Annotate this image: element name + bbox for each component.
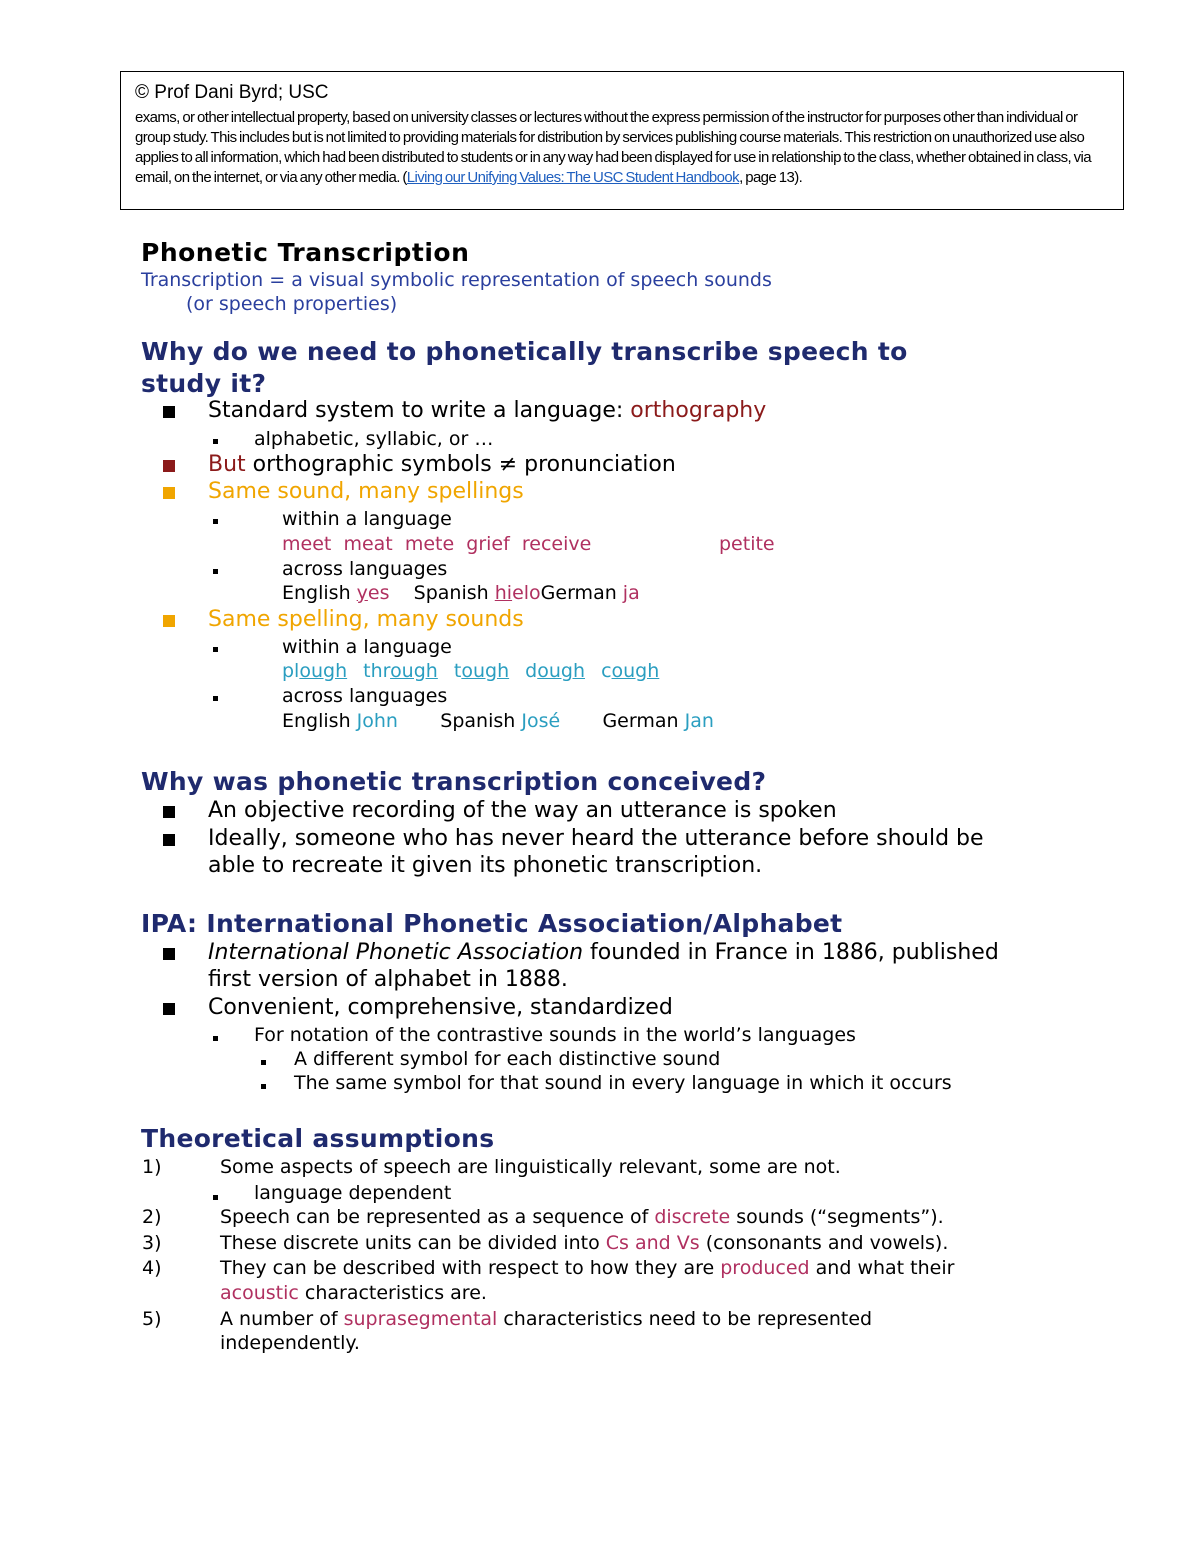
square-bullet-icon xyxy=(163,834,175,846)
assumption-4-cont xyxy=(220,1282,487,1304)
bullet-ipa-founded xyxy=(208,940,999,965)
square-bullet-icon xyxy=(163,460,175,472)
square-bullet-icon xyxy=(163,1003,175,1015)
example-across-languages-spelling xyxy=(282,710,714,732)
highlight-letter: J xyxy=(521,710,527,732)
text: Speech can be represented as a sequence of xyxy=(220,1206,655,1228)
sub-bullet-language-dependent: language dependent xyxy=(254,1182,452,1204)
lang-label: German xyxy=(540,582,623,604)
bullet-same-spelling: Same spelling, many sounds xyxy=(208,607,524,632)
section-heading-why-transcribe-cont: study it? xyxy=(141,369,267,398)
word-prefix: thr xyxy=(363,660,391,682)
bullet-ideally-cont: able to recreate it given its phonetic transcription. xyxy=(208,853,763,878)
small-square-bullet-icon xyxy=(261,1060,266,1065)
text: and what their xyxy=(809,1257,955,1279)
highlight-suprasegmental: suprasegmental xyxy=(343,1308,498,1330)
bullet-but xyxy=(208,452,676,477)
word-rest: elo xyxy=(512,582,541,604)
handbook-link[interactable]: Living our Unifying Values: The USC Student Handbook xyxy=(406,169,740,186)
small-square-bullet-icon xyxy=(213,519,218,524)
small-square-bullet-icon xyxy=(213,1195,218,1200)
copyright-title: © Prof Dani Byrd; USC xyxy=(135,82,329,103)
example-word: grief xyxy=(466,533,510,555)
lang-label: German xyxy=(602,710,685,732)
sub-bullet-alphabetic: alphabetic, syllabic, or … xyxy=(254,428,494,450)
word-rest: an xyxy=(690,710,714,732)
small-square-bullet-icon xyxy=(213,439,218,444)
example-ough-words xyxy=(282,660,659,682)
word-prefix: pl xyxy=(282,660,300,682)
highlight-ough: ough xyxy=(537,660,586,682)
page-title: Phonetic Transcription xyxy=(141,238,470,267)
assumption-5-cont: independently. xyxy=(220,1332,360,1354)
small-square-bullet-icon xyxy=(213,1036,218,1041)
list-number: 5) xyxy=(142,1308,162,1330)
text: (consonants and vowels). xyxy=(699,1232,949,1254)
highlight-letter: J xyxy=(684,710,691,732)
word-rest: osé xyxy=(526,710,561,732)
highlight-letter: y xyxy=(356,582,368,604)
bullet-convenient: Convenient, comprehensive, standardized xyxy=(208,995,673,1020)
bullet-text: orthographic symbols ≠ pronunciation xyxy=(245,452,676,477)
lang-label: English xyxy=(282,582,357,604)
highlight-ough: ough xyxy=(461,660,510,682)
highlight-acoustic: acoustic xyxy=(220,1282,299,1304)
section-heading-assumptions: Theoretical assumptions xyxy=(141,1124,495,1153)
sub-bullet-within-language-2: within a language xyxy=(282,636,452,658)
highlight-produced: produced xyxy=(720,1257,810,1279)
text: characteristics need to be represented xyxy=(497,1308,873,1330)
assumption-2 xyxy=(220,1206,944,1228)
highlight-cs-vs: Cs and Vs xyxy=(605,1232,700,1254)
highlight-ough: ough xyxy=(390,660,438,682)
example-word: mete xyxy=(404,533,455,555)
highlight-but: But xyxy=(208,452,246,477)
bullet-same-sound: Same sound, many spellings xyxy=(208,479,524,504)
text: sounds (“segments”). xyxy=(730,1206,944,1228)
section-heading-ipa: IPA: International Phonetic Association/Alphabet xyxy=(141,909,843,938)
section-heading-why-transcribe: Why do we need to phonetically transcribe speech to xyxy=(141,337,908,366)
copyright-body xyxy=(135,108,1109,188)
example-word: meet xyxy=(282,533,332,555)
copyright-tail: , page 13). xyxy=(739,169,803,186)
small-square-bullet-icon xyxy=(261,1084,266,1089)
assumption-1: Some aspects of speech are linguistically relevant, some are not. xyxy=(220,1156,841,1178)
example-word: receive xyxy=(521,533,592,555)
highlight-orthography: orthography xyxy=(630,398,767,423)
example-same-sound-words xyxy=(282,533,591,555)
definition-line-2: (or speech properties) xyxy=(186,293,398,315)
bullet-ideally: Ideally, someone who has never heard the utterance before should be xyxy=(208,826,984,851)
example-word: meat xyxy=(343,533,393,555)
lang-label: Spanish xyxy=(413,582,495,604)
sub-bullet-across-languages-2: across languages xyxy=(282,685,448,707)
sub-bullet-across-languages: across languages xyxy=(282,558,448,580)
highlight-letter: j xyxy=(622,582,629,604)
word-rest: ohn xyxy=(362,710,398,732)
highlight-letter: hi xyxy=(494,582,513,604)
word-rest: es xyxy=(367,582,390,604)
word-prefix: d xyxy=(525,660,538,682)
copyright-box xyxy=(120,71,1124,210)
square-bullet-icon xyxy=(163,948,175,960)
word-prefix: t xyxy=(453,660,462,682)
highlight-letter: J xyxy=(356,710,363,732)
lang-label: English xyxy=(282,710,357,732)
list-number: 3) xyxy=(142,1232,162,1254)
sub-bullet-notation: For notation of the contrastive sounds in the world’s languages xyxy=(254,1024,856,1046)
highlight-discrete: discrete xyxy=(654,1206,731,1228)
bullet-text: Standard system to write a language: xyxy=(208,398,631,423)
text: characteristics are. xyxy=(298,1282,487,1304)
word-rest: a xyxy=(628,582,640,604)
highlight-ough: ough xyxy=(299,660,348,682)
word-prefix: c xyxy=(601,660,612,682)
square-bullet-icon xyxy=(163,406,175,418)
square-bullet-icon xyxy=(163,615,175,627)
highlight-ough: ough xyxy=(611,660,660,682)
bullet-objective-recording: An objective recording of the way an utterance is spoken xyxy=(208,798,837,823)
small-square-bullet-icon xyxy=(213,696,218,701)
small-square-bullet-icon xyxy=(213,647,218,652)
list-number: 2) xyxy=(142,1206,162,1228)
bullet-orthography xyxy=(208,398,766,423)
text: A number of xyxy=(220,1308,344,1330)
small-square-bullet-icon xyxy=(213,569,218,574)
subsub-bullet-different-symbol: A different symbol for each distinctive sound xyxy=(294,1048,721,1070)
lang-label: Spanish xyxy=(440,710,522,732)
sub-bullet-within-language: within a language xyxy=(282,508,452,530)
square-bullet-icon xyxy=(163,806,175,818)
bullet-ipa-founded-cont: first version of alphabet in 1888. xyxy=(208,967,568,992)
text: These discrete units can be divided into xyxy=(220,1232,606,1254)
bullet-text: founded in France in 1886, published xyxy=(583,940,999,965)
list-number: 1) xyxy=(142,1156,162,1178)
definition-line-1: Transcription = a visual symbolic representation of speech sounds xyxy=(141,269,772,291)
italic-ipa-name: International Phonetic Association xyxy=(208,940,584,965)
section-heading-why-conceived: Why was phonetic transcription conceived? xyxy=(141,767,767,796)
assumption-3 xyxy=(220,1232,948,1254)
assumption-4 xyxy=(220,1257,954,1279)
square-bullet-icon xyxy=(163,487,175,499)
example-word-petite: petite xyxy=(719,533,775,555)
text: They can be described with respect to how they are xyxy=(220,1257,721,1279)
list-number: 4) xyxy=(142,1257,162,1279)
subsub-bullet-same-symbol: The same symbol for that sound in every language in which it occurs xyxy=(294,1072,952,1094)
copyright-text: exams, or other intellectual property, based on university classes or lectures without the express permission of the instructor for purposes other than individual or group study. This includes but is not limited to providing materials for distribution by services publishing course materials. This restriction on unauthorized use also applies to all information, which had been distributed to students or in any way had been displayed for use in relationship to the class, whether obtained in class, via email, on the internet, or via any other media. ( xyxy=(135,109,1092,186)
assumption-5 xyxy=(220,1308,872,1330)
example-across-languages-sound xyxy=(282,582,640,604)
